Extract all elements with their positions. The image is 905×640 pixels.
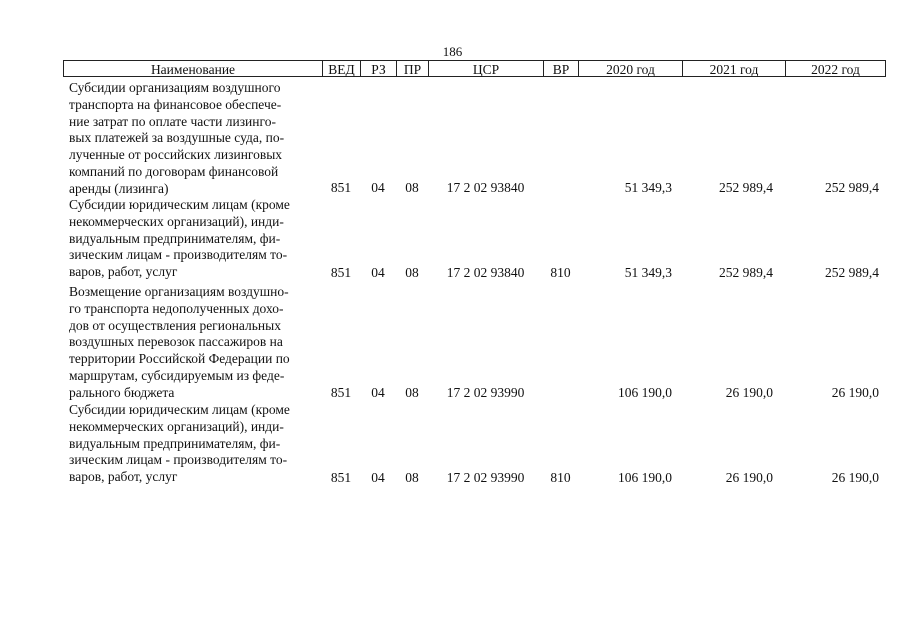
row-2021: 26 190,0: [725, 385, 773, 400]
row-pr: 08: [405, 470, 419, 485]
row-pr: 08: [405, 385, 419, 400]
row-ved: 851: [330, 385, 352, 400]
row-name: Субсидии организациям воздушного транспорта на финансовое обеспече- ние затрат по оплате части лизинго- вых платежей за воздушные суда, по- лученные от российских лизинговых компаний по договорам финансовой аренды (лизинга): [69, 80, 285, 196]
table-header: [63, 60, 886, 77]
row-vr: 810: [550, 265, 571, 280]
row-2022: 252 989,4: [825, 180, 879, 195]
header-rz: РЗ: [361, 61, 397, 76]
row-pr: 08: [405, 265, 419, 280]
row-2021: 252 989,4: [719, 180, 773, 195]
row-csr: 17 2 02 93840: [446, 265, 525, 280]
row-2020: 51 349,3: [624, 180, 672, 195]
row-csr: 17 2 02 93990: [446, 470, 525, 485]
header-ved: ВЕД: [323, 61, 361, 76]
row-2020: 106 190,0: [618, 385, 672, 400]
header-csr: ЦСР: [429, 61, 544, 76]
row-csr: 17 2 02 93840: [446, 180, 525, 195]
row-2021: 26 190,0: [725, 470, 773, 485]
row-ved: 851: [330, 180, 352, 195]
row-name: Субсидии юридическим лицам (кроме некоммерческих организаций), инди- видуальным предпринимателям, фи- зическим лицам - производителям то- варов, работ, услуг: [69, 197, 290, 280]
row-csr: 17 2 02 93990: [446, 385, 525, 400]
row-2020: 51 349,3: [624, 265, 672, 280]
row-rz: 04: [371, 180, 385, 195]
header-vr: ВР: [544, 61, 579, 76]
row-name: Субсидии юридическим лицам (кроме некоммерческих организаций), инди- видуальным предпринимателям, фи- зическим лицам - производителям то- варов, работ, услуг: [69, 402, 290, 485]
row-vr: 810: [550, 470, 571, 485]
page-number: 186: [442, 44, 463, 59]
row-rz: 04: [371, 470, 385, 485]
row-2022: 26 190,0: [831, 385, 879, 400]
row-2022: 26 190,0: [831, 470, 879, 485]
row-rz: 04: [371, 385, 385, 400]
row-ved: 851: [330, 265, 352, 280]
row-2022: 252 989,4: [825, 265, 879, 280]
header-pr: ПР: [397, 61, 429, 76]
row-2020: 106 190,0: [618, 470, 672, 485]
row-2021: 252 989,4: [719, 265, 773, 280]
row-rz: 04: [371, 265, 385, 280]
row-pr: 08: [405, 180, 419, 195]
header-2021: 2021 год: [683, 61, 786, 76]
row-ved: 851: [330, 470, 352, 485]
header-name: Наименование: [64, 61, 323, 76]
header-2020: 2020 год: [579, 61, 683, 76]
row-name: Возмещение организациям воздушно- го транспорта недополученных дохо- дов от осуществления региональных воздушных перевозок пассажиров на территории Российской Федерации по маршрутам, субсидируемым из феде- рального бюджета: [69, 284, 290, 400]
header-2022: 2022 год: [811, 62, 860, 77]
